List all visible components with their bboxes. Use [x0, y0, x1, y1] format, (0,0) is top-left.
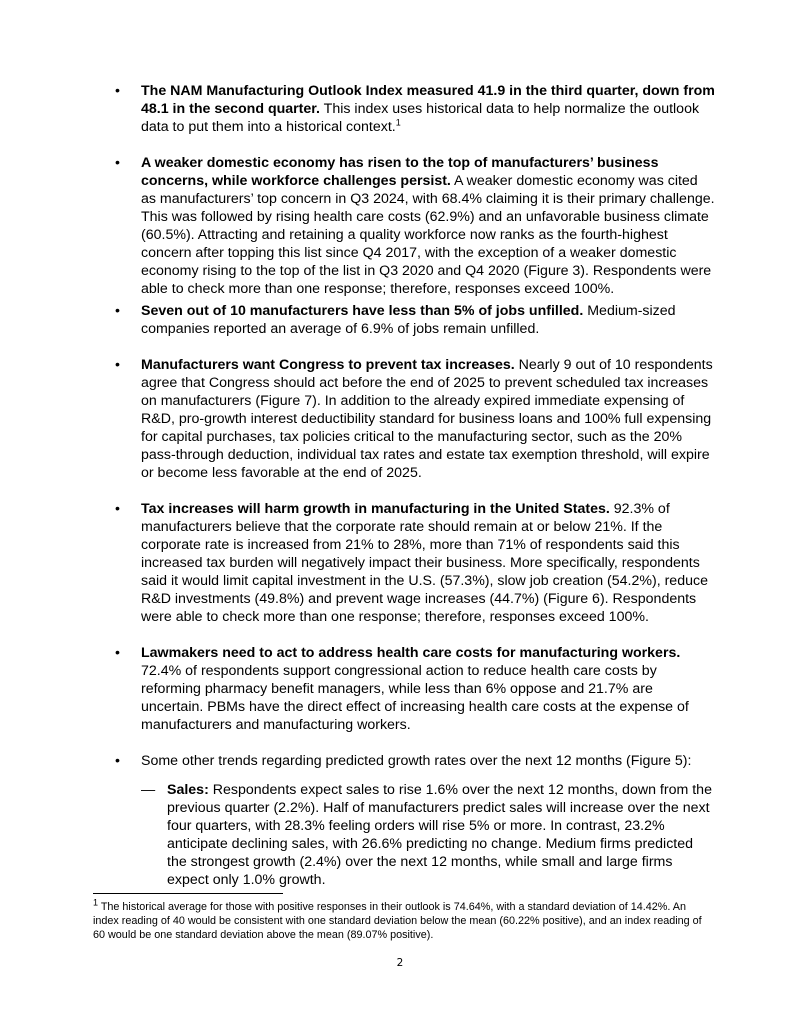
bullet-heading: A weaker domestic economy has risen to the top of manufacturers’ business concerns, while workforce challenges persist. [141, 155, 659, 189]
bullet-item [115, 82, 715, 136]
footnote-divider [93, 893, 283, 894]
bullet-item [115, 500, 715, 626]
bullet-item [115, 752, 715, 770]
sub-bullet-paragraph [167, 781, 715, 889]
bullet-heading: Tax increases will harm growth in manufacturing in the United States. [141, 501, 610, 517]
bullet-item [115, 356, 715, 482]
bullet-heading: Seven out of 10 manufacturers have less than 5% of jobs unfilled. [141, 303, 584, 319]
sub-bullet-heading: Sales: [167, 782, 209, 798]
bullet-paragraph [141, 500, 715, 626]
footnote [93, 897, 713, 942]
bullet-text: Some other trends regarding predicted growth rates over the next 12 months (Figure 5): [141, 753, 692, 769]
bullet-marker: • [115, 753, 120, 769]
footnote-ref[interactable]: 1 [395, 117, 401, 128]
bullet-marker: • [115, 83, 120, 99]
bullet-text: This index uses historical data to help normalize the outlook data to put them into a historical context. [141, 101, 700, 135]
bullet-paragraph [141, 302, 715, 338]
footnote-text: The historical average for those with positive responses in their outlook is 74.64%, with a standard deviation of 14.42%. An index reading of 40 would be consistent with one standard deviation below the mean (60.22% positive), and an index reading of 60 would be one standard deviation above the mean (89.07% positive). [93, 901, 702, 941]
sub-bullet-item [141, 781, 715, 889]
bullet-item [115, 154, 715, 298]
bullet-marker: • [115, 501, 120, 517]
page-number: 2 [396, 957, 404, 969]
bullet-text: Medium-sized companies reported an average of 6.9% of jobs remain unfilled. [141, 303, 676, 337]
bullet-item [115, 302, 715, 338]
bullet-text: A weaker domestic economy was cited as manufacturers’ top concern in Q3 2024, with 68.4% claiming it is their primary challenge. This was followed by rising health care costs (62.9%) and an unfavorable business climate (60.5%). Attracting and retaining a quality workforce now ranks as the fourth-highest concern after topping this list since Q4 2017, with the exception of a weaker domestic economy rising to the top of the list in Q3 2020 and Q4 2020 (Figure 3). Respondents were able to check more than one response; therefore, responses exceed 100%. [141, 173, 715, 297]
dash-marker: — [141, 782, 156, 798]
bullet-paragraph [141, 752, 715, 770]
bullet-paragraph [141, 82, 715, 136]
bullet-marker: • [115, 303, 120, 319]
bullet-paragraph [141, 154, 715, 298]
bullet-paragraph [141, 644, 715, 734]
bullet-text: Nearly 9 out of 10 respondents agree that Congress should act before the end of 2025 to prevent scheduled tax increases on manufacturers (Figure 7). In addition to the already expired immediate expensing of R&D, pro-growth interest deductibility standard for business loans and 100% full expensing for capital purchases, tax policies critical to the manufacturing sector, such as the 20% pass-through deduction, individual tax rates and estate tax exemption threshold, will expire or become less favorable at the end of 2025. [141, 357, 713, 481]
bullet-text: 72.4% of respondents support congressional action to reduce health care costs by reforming pharmacy benefit managers, while less than 6% oppose and 21.7% are uncertain. PBMs have the direct effect of increasing health care costs at the expense of manufacturers and manufacturing workers. [141, 663, 689, 733]
bullet-text: 92.3% of manufacturers believe that the corporate rate should remain at or below 21%. If the corporate rate is increased from 21% to 28%, more than 71% of respondents said this increased tax burden will negatively impact their business. More specifically, respondents said it would limit capital investment in the U.S. (57.3%), slow job creation (54.2%), reduce R&D investments (49.8%) and prevent wage increases (44.7%) (Figure 6). Respondents were able to check more than one response; therefore, responses exceed 100%. [141, 501, 708, 625]
bullet-item [115, 644, 715, 734]
sub-bullet-text: Respondents expect sales to rise 1.6% over the next 12 months, down from the previous quarter (2.2%). Half of manufacturers predict sales will increase over the next four quarters, with 28.3% feeling orders will rise 5% or more. In contrast, 23.2% anticipate declining sales, with 26.6% predicting no change. Medium firms predicted the strongest growth (2.4%) over the next 12 months, while small and large firms expect only 1.0% growth. [167, 782, 712, 888]
bullet-marker: • [115, 645, 120, 661]
bullet-heading: Lawmakers need to act to address health care costs for manufacturing workers. [141, 645, 681, 661]
bullet-marker: • [115, 155, 120, 171]
bullet-paragraph [141, 356, 715, 482]
bullet-heading: Manufacturers want Congress to prevent tax increases. [141, 357, 515, 373]
bullet-heading: The NAM Manufacturing Outlook Index measured 41.9 in the third quarter, down from 48.1 in the second quarter. [141, 83, 715, 117]
footnote-number: 1 [93, 897, 99, 908]
bullet-marker: • [115, 357, 120, 373]
bullet-list [115, 82, 715, 889]
